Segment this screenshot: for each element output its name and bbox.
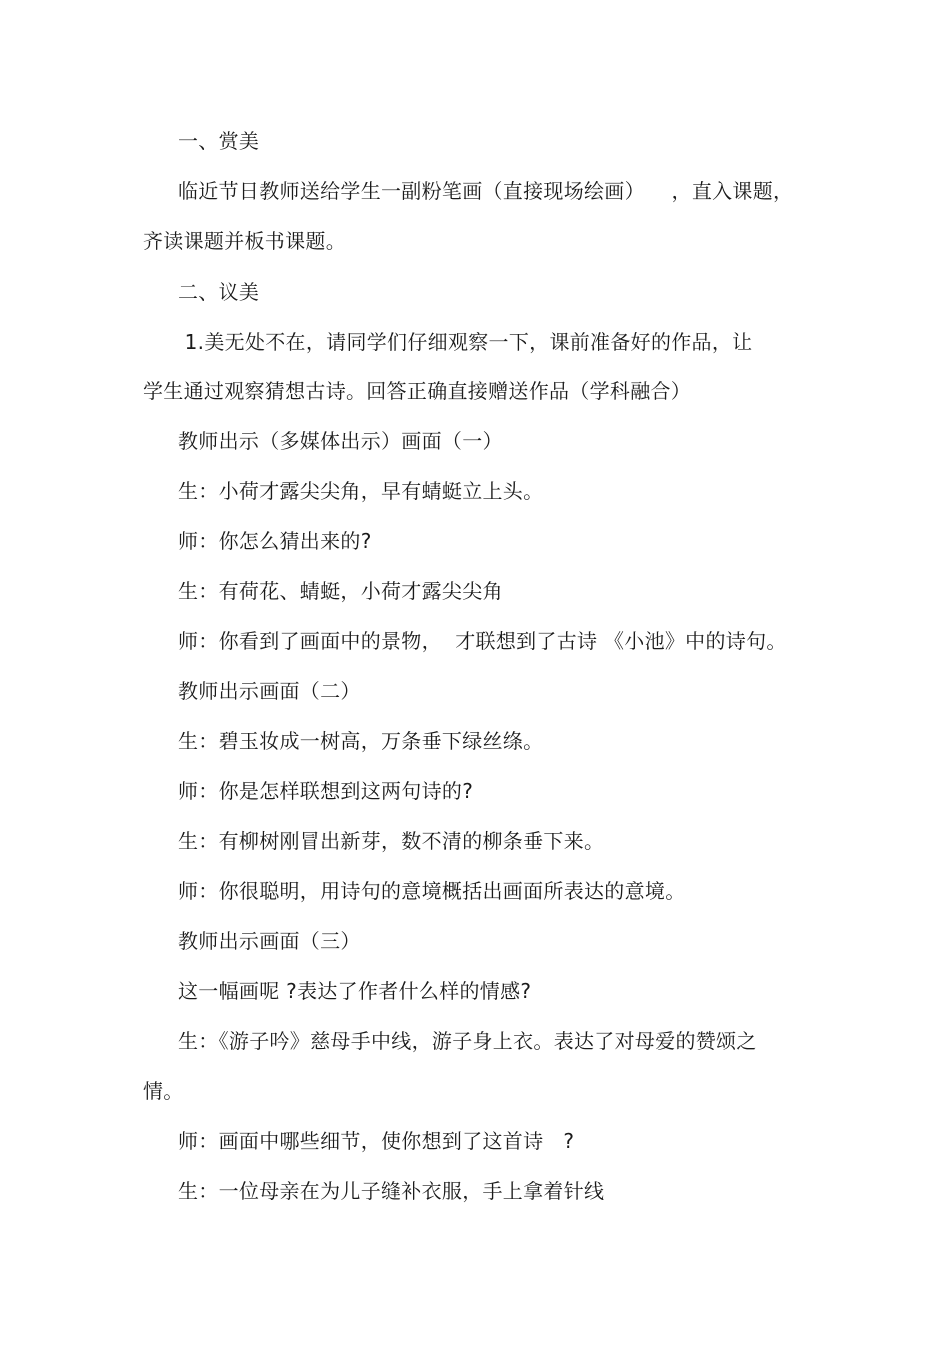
dialogue-line: 师：你怎么猜出来的?: [178, 529, 372, 553]
paragraph-line: 教师出示画面（二）: [178, 679, 361, 703]
dialogue-line: 生：有柳树刚冒出新芽，数不清的柳条垂下来。: [178, 829, 605, 853]
dialogue-line: 生：一位母亲在为儿子缝补衣服，手上拿着针线: [178, 1179, 605, 1203]
dialogue-line: 生：小荷才露尖尖角，早有蜻蜓立上头。: [178, 479, 544, 503]
paragraph-line: 情。: [143, 1079, 184, 1103]
paragraph-line: 这一幅画呢 ?表达了作者什么样的情感?: [178, 979, 532, 1003]
paragraph-line: 教师出示画面（三）: [178, 929, 361, 953]
dialogue-line: 师：画面中哪些细节，使你想到了这首诗 ?: [178, 1129, 575, 1153]
section-heading-2: 二、议美: [178, 280, 260, 304]
paragraph-line: 学生通过观察猜想古诗。回答正确直接赠送作品（学科融合）: [143, 379, 692, 403]
paragraph-line: 齐读课题并板书课题。: [143, 229, 346, 253]
dialogue-line: 生：有荷花、蜻蜓，小荷才露尖尖角: [178, 579, 503, 603]
dialogue-line: 师：你看到了画面中的景物， 才联想到了古诗 《小池》中的诗句。: [178, 629, 787, 653]
dialogue-line: 生：《游子吟》慈母手中线，游子身上衣。表达了对母爱的赞颂之: [178, 1029, 757, 1053]
paragraph-line: 1.美无处不在，请同学们仔细观察一下，课前准备好的作品，让: [178, 330, 753, 354]
dialogue-line: 师：你是怎样联想到这两句诗的?: [178, 779, 474, 803]
section-heading-1: 一、赏美: [178, 129, 260, 153]
paragraph-line: 临近节日教师送给学生一副粉笔画（直接现场绘画） ，直入课题，: [178, 179, 794, 203]
dialogue-line: 师：你很聪明，用诗句的意境概括出画面所表达的意境。: [178, 879, 686, 903]
paragraph-line: 教师出示（多媒体出示）画面（一）: [178, 429, 503, 453]
dialogue-line: 生：碧玉妆成一树高，万条垂下绿丝绦。: [178, 729, 544, 753]
